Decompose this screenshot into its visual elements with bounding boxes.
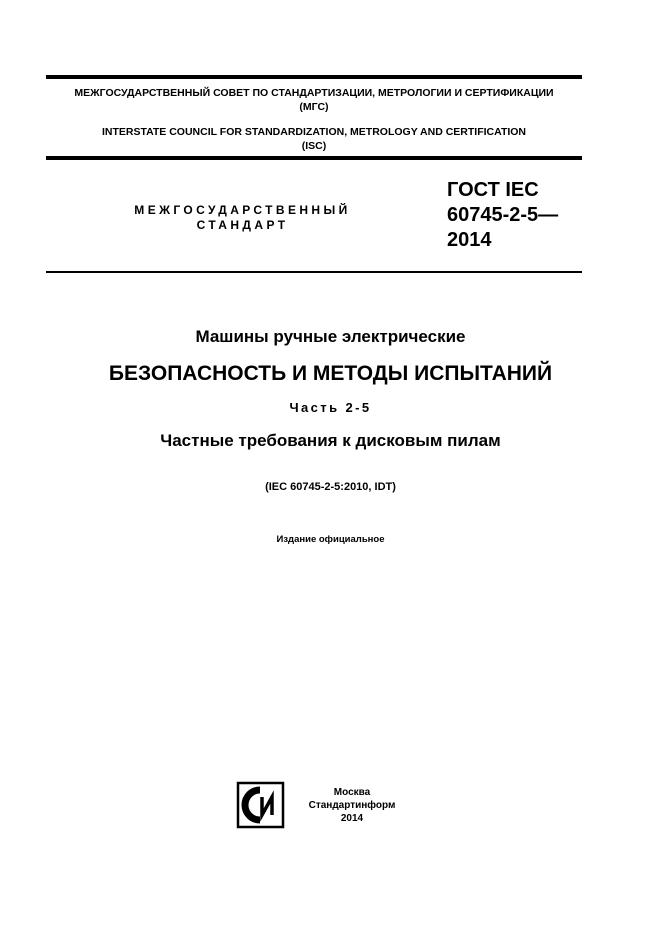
imprint-year: 2014	[340, 813, 364, 824]
imprint-city: Москва	[333, 787, 371, 798]
designation-line3: 2014	[447, 229, 492, 251]
council-abbr-ru: (МГС)	[299, 101, 329, 113]
part-number: Часть 2-5	[289, 400, 372, 415]
council-header	[46, 86, 582, 153]
designation-line1: ГОСТ IEC	[447, 179, 539, 201]
header-bottom-rule	[46, 271, 582, 273]
title-main: БЕЗОПАСНОСТЬ И МЕТОДЫ ИСПЫТАНИЙ	[108, 362, 553, 385]
standartinform-logo-icon	[233, 781, 287, 829]
standard-kind-line2: СТАНДАРТ	[196, 218, 289, 232]
imprint-publisher: Стандартинформ	[308, 800, 396, 811]
council-name-ru: МЕЖГОСУДАРСТВЕННЫЙ СОВЕТ ПО СТАНДАРТИЗАЦИИ, МЕТРОЛОГИИ И СЕРТИФИКАЦИИ	[74, 87, 554, 99]
standard-kind-line1: МЕЖГОСУДАРСТВЕННЫЙ	[134, 203, 351, 217]
title-subtitle: Частные требования к дисковым пилам	[160, 431, 501, 450]
council-abbr-en: (ISC)	[301, 140, 327, 152]
top-rule	[46, 75, 582, 79]
imprint	[292, 786, 412, 825]
designation-line2: 60745-2-5—	[447, 204, 559, 226]
council-name-en: INTERSTATE COUNCIL FOR STANDARDIZATION, METROLOGY AND CERTIFICATION	[101, 126, 527, 138]
title-line1: Машины ручные электрические	[195, 327, 466, 346]
iec-identity: (IEC 60745-2-5:2010, IDT)	[265, 481, 396, 493]
standard-designation	[447, 178, 558, 253]
edition-note: Издание официальное	[276, 534, 385, 545]
council-rule	[46, 156, 582, 160]
standard-kind	[100, 203, 385, 233]
